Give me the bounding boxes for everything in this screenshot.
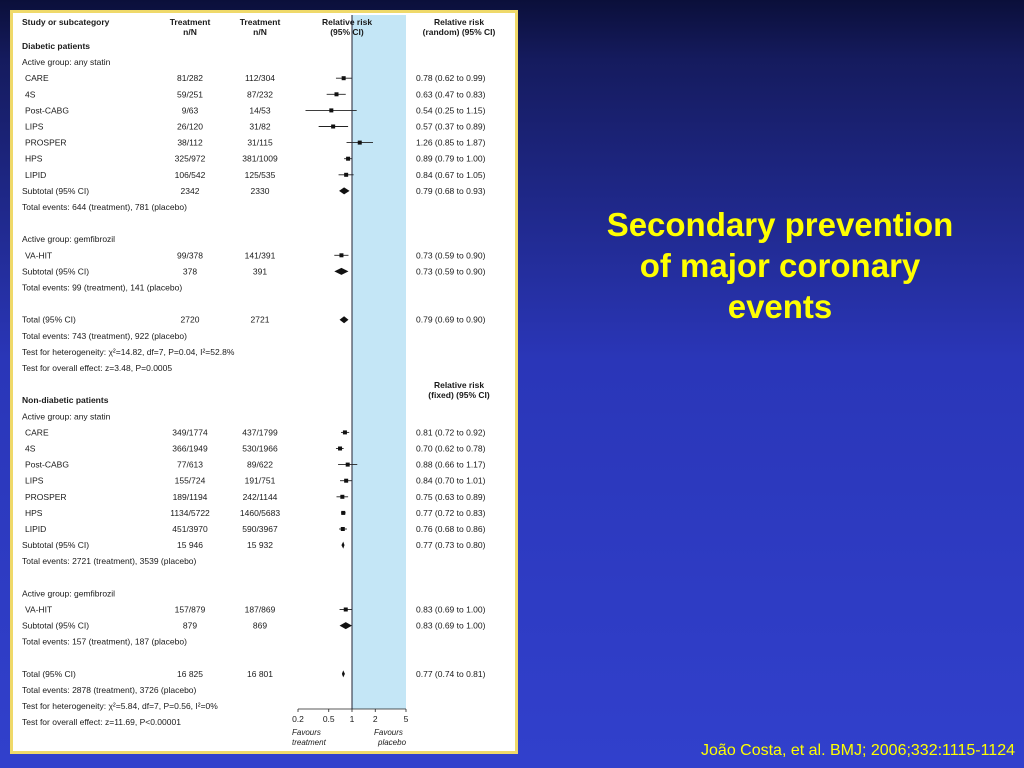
note-label: Total events: 2721 (treatment), 3539 (placebo) bbox=[22, 556, 197, 567]
study-label: VA-HIT bbox=[25, 250, 53, 261]
point-estimate bbox=[346, 463, 350, 467]
favours-treatment-label: treatment bbox=[292, 738, 326, 747]
point-estimate bbox=[343, 430, 347, 434]
study-label: Post-CABG bbox=[25, 459, 69, 470]
point-estimate bbox=[340, 495, 344, 499]
rr-ci-value: 0.70 (0.62 to 0.78) bbox=[416, 443, 486, 454]
control-count: 87/232 bbox=[247, 89, 273, 100]
header-rr-fixed-ci: (fixed) (95% CI) bbox=[428, 390, 490, 401]
subtotal-label: Subtotal (95% CI) bbox=[22, 266, 90, 277]
study-label: CARE bbox=[25, 73, 49, 84]
header-treatment: Treatment bbox=[169, 17, 211, 27]
subtotal-label: Subtotal (95% CI) bbox=[22, 185, 90, 196]
treatment-count: 378 bbox=[182, 266, 198, 277]
treatment-count: 2342 bbox=[180, 185, 200, 196]
forest-plot bbox=[13, 13, 515, 751]
point-estimate bbox=[344, 608, 348, 612]
rr-ci-value: 1.26 (0.85 to 1.87) bbox=[416, 137, 486, 148]
control-count: 187/869 bbox=[244, 604, 276, 615]
forest-plot-figure bbox=[10, 10, 518, 754]
placebo-band bbox=[352, 15, 406, 709]
rr-ci-value: 0.83 (0.69 to 1.00) bbox=[416, 604, 486, 615]
title-line-3: events bbox=[727, 288, 833, 325]
header-treatment-n: n/N bbox=[183, 27, 197, 37]
treatment-count: 349/1774 bbox=[172, 427, 208, 438]
citation: João Costa, et al. BMJ; 2006;332:1115-1124 bbox=[701, 742, 1015, 759]
x-tick-label: 0.2 bbox=[292, 714, 304, 724]
treatment-count: 26/120 bbox=[177, 121, 203, 132]
point-estimate bbox=[338, 447, 342, 451]
rr-ci-value: 0.81 (0.72 to 0.92) bbox=[416, 427, 486, 438]
note-label: Total events: 644 (treatment), 781 (placebo) bbox=[22, 202, 187, 212]
study-label: LIPID bbox=[25, 169, 47, 180]
control-count: 31/115 bbox=[247, 137, 273, 148]
group-label: Active group: gemfibrozil bbox=[22, 234, 116, 245]
header-rr: Relative risk bbox=[321, 17, 373, 27]
treatment-count: 99/378 bbox=[177, 250, 203, 261]
control-count: 391 bbox=[252, 266, 268, 277]
point-estimate bbox=[341, 527, 345, 531]
header-study: Study or subcategory bbox=[22, 17, 110, 27]
header-rr-random-ci: (random) (95% CI) bbox=[422, 27, 496, 37]
treatment-count: 15 946 bbox=[177, 540, 203, 551]
study-label: LIPS bbox=[25, 121, 44, 132]
title-line-2: of major coronary bbox=[639, 247, 921, 284]
group-label: Active group: gemfibrozil bbox=[22, 588, 116, 599]
control-count: 14/53 bbox=[249, 105, 271, 116]
control-count: 2721 bbox=[250, 314, 270, 325]
study-label: HPS bbox=[25, 507, 43, 518]
favours-placebo-label: placebo bbox=[378, 738, 407, 747]
rr-ci-value: 0.79 (0.68 to 0.93) bbox=[416, 185, 486, 196]
treatment-count: 1134/5722 bbox=[170, 507, 210, 518]
rr-ci-value: 0.78 (0.62 to 0.99) bbox=[416, 73, 486, 84]
note-label: Total events: 99 (treatment), 141 (placebo) bbox=[22, 282, 183, 293]
rr-ci-value: 0.54 (0.25 to 1.15) bbox=[416, 105, 486, 116]
note-label: Test for overall effect: z=11.69, P<0.00001 bbox=[22, 717, 181, 728]
subtotal-label: Total (95% CI) bbox=[22, 668, 76, 679]
control-count: 15 932 bbox=[247, 540, 273, 551]
x-tick-label: 0.5 bbox=[322, 714, 335, 724]
control-count: 125/535 bbox=[244, 169, 276, 180]
treatment-count: 9/63 bbox=[181, 105, 199, 116]
favours-placebo-label: Favours bbox=[374, 728, 403, 737]
note-label: Total events: 743 (treatment), 922 (placebo) bbox=[22, 330, 187, 341]
section-label: Diabetic patients bbox=[22, 41, 91, 51]
treatment-count: 189/1194 bbox=[172, 491, 208, 502]
rr-ci-value: 0.83 (0.69 to 1.00) bbox=[416, 620, 486, 631]
rr-ci-value: 0.84 (0.70 to 1.01) bbox=[416, 475, 486, 486]
study-label: 4S bbox=[25, 443, 36, 454]
study-label: Post-CABG bbox=[25, 105, 69, 116]
rr-ci-value: 0.77 (0.73 to 0.80) bbox=[416, 540, 486, 551]
favours-treatment-label: Favours bbox=[292, 728, 321, 737]
slide-title bbox=[560, 204, 1000, 327]
study-label: HPS bbox=[25, 153, 43, 164]
control-count: 381/1009 bbox=[242, 153, 278, 164]
group-label: Active group: any statin bbox=[22, 411, 111, 422]
control-count: 89/622 bbox=[247, 459, 273, 470]
control-count: 31/82 bbox=[249, 121, 271, 132]
note-label: Test for heterogeneity: χ²=5.84, df=7, P=0.56, I²=0% bbox=[22, 701, 218, 712]
subtotal-label: Subtotal (95% CI) bbox=[22, 620, 90, 631]
study-label: PROSPER bbox=[25, 491, 67, 502]
treatment-count: 879 bbox=[182, 620, 198, 631]
note-label: Total events: 2878 (treatment), 3726 (placebo) bbox=[22, 685, 197, 695]
rr-ci-value: 0.77 (0.72 to 0.83) bbox=[416, 507, 486, 518]
control-count: 242/1144 bbox=[242, 491, 278, 502]
header-rr-random: Relative risk bbox=[433, 17, 485, 27]
subtotal-label: Total (95% CI) bbox=[22, 314, 76, 325]
treatment-count: 325/972 bbox=[174, 153, 206, 164]
point-estimate bbox=[344, 173, 348, 177]
point-estimate bbox=[341, 511, 345, 515]
rr-ci-value: 0.76 (0.68 to 0.86) bbox=[416, 524, 486, 534]
point-estimate bbox=[358, 141, 362, 145]
rr-ci-value: 0.63 (0.47 to 0.83) bbox=[416, 89, 486, 100]
header-rr-ci: (95% CI) bbox=[330, 27, 364, 37]
control-count: 16 801 bbox=[247, 668, 273, 679]
section-label: Non-diabetic patients bbox=[22, 395, 109, 406]
study-label: 4S bbox=[25, 89, 36, 100]
point-estimate bbox=[331, 125, 335, 129]
study-label: CARE bbox=[25, 427, 49, 438]
header-rr-fixed: Relative risk bbox=[433, 380, 485, 391]
treatment-count: 81/282 bbox=[177, 73, 203, 84]
point-estimate bbox=[342, 76, 346, 80]
rr-ci-value: 0.57 (0.37 to 0.89) bbox=[416, 121, 486, 132]
rr-ci-value: 0.79 (0.69 to 0.90) bbox=[416, 314, 486, 325]
treatment-count: 155/724 bbox=[174, 475, 206, 486]
rr-ci-value: 0.73 (0.59 to 0.90) bbox=[416, 266, 486, 277]
control-count: 1460/5683 bbox=[239, 507, 281, 518]
point-estimate bbox=[334, 92, 338, 96]
treatment-count: 59/251 bbox=[177, 89, 203, 100]
treatment-count: 106/542 bbox=[174, 169, 206, 180]
treatment-count: 38/112 bbox=[177, 137, 203, 148]
study-label: VA-HIT bbox=[25, 604, 53, 615]
control-count: 530/1966 bbox=[242, 443, 278, 454]
study-label: PROSPER bbox=[25, 137, 67, 148]
control-count: 191/751 bbox=[244, 475, 276, 486]
note-label: Test for heterogeneity: χ²=14.82, df=7, P=0.04, I²=52.8% bbox=[22, 346, 235, 357]
point-estimate bbox=[329, 108, 333, 112]
control-count: 869 bbox=[252, 620, 268, 631]
control-count: 590/3967 bbox=[242, 524, 278, 534]
note-label: Test for overall effect: z=3.48, P=0.0005 bbox=[22, 363, 173, 373]
control-count: 141/391 bbox=[244, 250, 276, 261]
treatment-count: 157/879 bbox=[174, 604, 206, 615]
study-label: LIPS bbox=[25, 475, 44, 486]
control-count: 112/304 bbox=[244, 73, 276, 84]
treatment-count: 16 825 bbox=[177, 668, 203, 679]
subtotal-label: Subtotal (95% CI) bbox=[22, 540, 90, 551]
control-count: 437/1799 bbox=[242, 427, 278, 438]
rr-ci-value: 0.77 (0.74 to 0.81) bbox=[416, 668, 486, 679]
control-count: 2330 bbox=[250, 185, 270, 196]
rr-ci-value: 0.75 (0.63 to 0.89) bbox=[416, 491, 486, 502]
x-tick-label: 5 bbox=[403, 714, 409, 724]
x-tick-label: 1 bbox=[349, 714, 355, 724]
group-label: Active group: any statin bbox=[22, 57, 111, 68]
treatment-count: 451/3970 bbox=[172, 524, 208, 534]
rr-ci-value: 0.88 (0.66 to 1.17) bbox=[416, 459, 486, 470]
treatment-count: 366/1949 bbox=[172, 443, 208, 454]
title-line-1: Secondary prevention bbox=[606, 206, 954, 243]
point-estimate bbox=[339, 253, 343, 257]
header-control-n: n/N bbox=[253, 27, 267, 37]
rr-ci-value: 0.84 (0.67 to 1.05) bbox=[416, 169, 486, 180]
x-tick-label: 2 bbox=[372, 714, 378, 724]
header-control: Treatment bbox=[239, 17, 281, 27]
study-label: LIPID bbox=[25, 524, 47, 534]
rr-ci-value: 0.89 (0.79 to 1.00) bbox=[416, 153, 486, 164]
note-label: Total events: 157 (treatment), 187 (placebo) bbox=[22, 636, 187, 647]
rr-ci-value: 0.73 (0.59 to 0.90) bbox=[416, 250, 486, 261]
point-estimate bbox=[346, 157, 350, 161]
treatment-count: 2720 bbox=[180, 314, 200, 325]
treatment-count: 77/613 bbox=[177, 459, 203, 470]
point-estimate bbox=[344, 479, 348, 483]
